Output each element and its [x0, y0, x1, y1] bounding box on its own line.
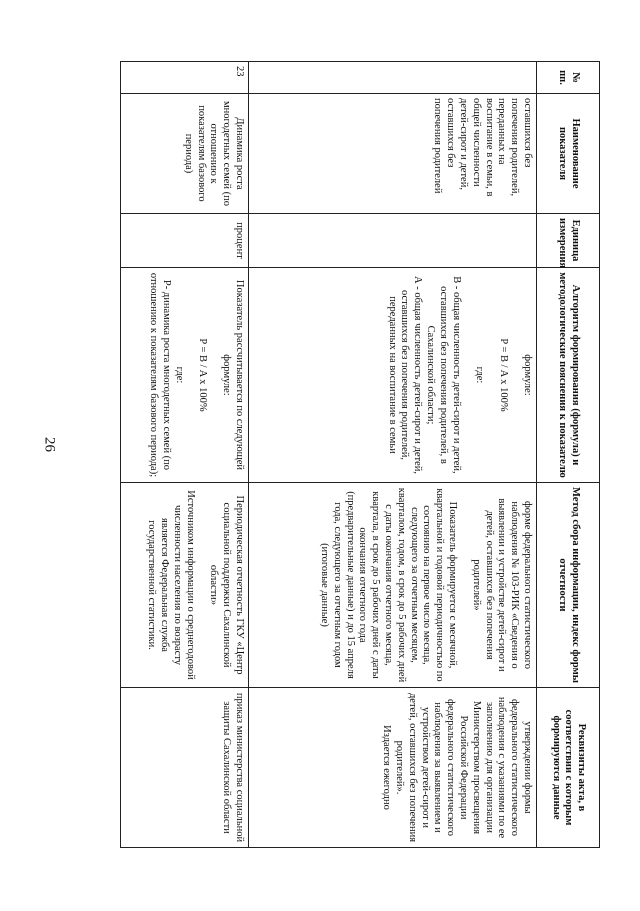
cell-act: [249, 688, 537, 848]
header-algorithm: Алгоритм формирования (формула) и методологические пояснения к показателю: [537, 268, 600, 483]
table-row: [121, 62, 249, 848]
cell-algorithm: [249, 268, 537, 483]
cell-method: [121, 483, 249, 688]
act-text-2: Издается ежегодно: [381, 725, 393, 810]
header-act: Реквизиты акта, в соответствии с которым формируются данные: [537, 688, 600, 848]
cell-method: [249, 483, 537, 688]
act-text-1: утверждении формы федерального статистического наблюдения с указаниями по ее заполнению для организации Министерством просвещения Российской Федерации федерального статистического наблюдения за выявлением и устройством детей-сирот и детей, оставшихся без попечения родителей».: [394, 692, 533, 843]
algorithm-intro: Показатель рассчитывается по следующей формуле:: [221, 279, 245, 471]
cell-unit: процент: [121, 214, 249, 268]
algorithm-p: Р- динамика роста многодетных семей (по отношению к показателям базового периода);: [148, 272, 172, 478]
cell-unit: [249, 214, 537, 268]
cell-name: оставшихся без попечения родителей, переданных на воспитание в семьи, в общей численности детей-сирот и детей, оставшихся без попечения родителей: [249, 94, 537, 214]
table-row: [249, 62, 537, 848]
algorithm-formula: P = B / A x 100%: [498, 338, 510, 412]
cell-num: [249, 62, 537, 94]
table-header-row: [537, 62, 600, 848]
cell-num: 23: [121, 62, 249, 94]
header-name: Наименование показателя: [537, 94, 600, 214]
cell-algorithm: [121, 268, 249, 483]
algorithm-b: В - общая численность детей-сирот и детей, оставшихся без попечения родителей, в Сахалинской области;: [425, 276, 462, 474]
header-num: № пп.: [537, 62, 600, 94]
algorithm-where: где:: [474, 366, 486, 384]
header-unit: Единица измерения: [537, 214, 600, 268]
method-text-1: форме федерального статистического наблюдения № 103-РИК «Сведения о выявлении и устройстве детей-сирот и детей, оставшихся без попечения родителей»: [470, 498, 533, 672]
method-text-1: Периодическая отчетность ГКУ «Центр социальной поддержки Сахалинской области»: [208, 495, 245, 675]
method-text-2: Показатель формируется с месячной, квартальной и годовой периодичностью по состоянию на первое число месяца, следующего за отчетным месяцем, кварталом, годом, в срок до 5 рабочих дней с даты окончания отчетного месяца, квартала, в срок до 5 рабочих дней с даты окончания отчетного года (предварительные данные) и до 15 апреля года, следующего за отчетным годом (итоговые данные): [319, 487, 459, 683]
act-text-1: приказ министерства социальной защиты Сахалинской области: [221, 692, 245, 843]
rotated-table-area: [120, 61, 600, 847]
algorithm-a: А - общая численность детей-сирот и детей, оставшихся без попечения родителей, переданных на воспитание в семьи: [386, 276, 424, 474]
header-method: Метод сбора информации, индекс формы отчетности: [537, 483, 600, 688]
cell-name: Динамика роста многодетных семей (по отношению к показателям базового периода): [121, 94, 249, 214]
algorithm-intro: формуле:: [522, 354, 533, 396]
method-text-2: Источником информации о среднегодовой численности населения по возрасту является Федеральная служба государственной статистики.: [146, 490, 196, 680]
algorithm-formula: P = B / A x 100%: [197, 338, 209, 412]
algorithm-where: где:: [173, 366, 185, 384]
page-number: 26: [41, 437, 58, 452]
indicator-table: [120, 61, 600, 848]
cell-act: [121, 688, 249, 848]
